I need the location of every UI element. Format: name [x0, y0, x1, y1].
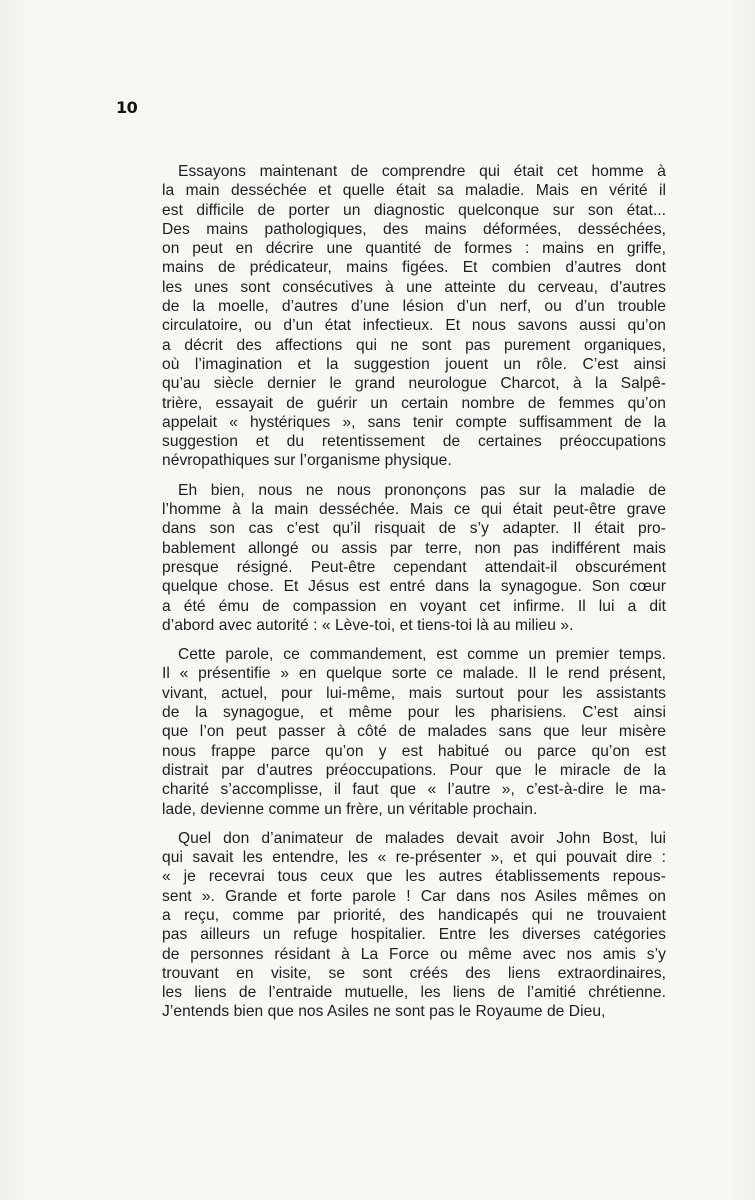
text-line: d’abord avec autorité : « Lève-toi, et tiens-toi là au milieu ». [162, 616, 574, 634]
text-line: où l’imagination et la suggestion jouent un rôle. C’est ainsi [162, 355, 666, 373]
text-line: pas ailleurs un refuge hospitalier. Entre les diverses catégories [162, 926, 666, 944]
text-line: Quel don d’animateur de malades devait avoir John Bost, lui [178, 829, 666, 847]
text-line: quelque chose. Et Jésus est entré dans la synagogue. Son cœur [162, 578, 666, 596]
text-line: a reçu, comme par priorité, des handicapés qui ne trouvaient [162, 906, 666, 924]
text-line: bablement allongé ou assis par terre, non pas indifférent mais [162, 539, 666, 557]
text-line: appelait « hystériques », sans tenir compte suffisamment de la [162, 413, 666, 431]
text-line: de la synagogue, et même pour les pharisiens. C’est ainsi [162, 704, 666, 722]
text-line: les liens de l’entraide mutuelle, les liens de l’amitié chrétienne. [162, 984, 666, 1002]
text-line: de personnes résidant à La Force ou même avec nos amis s’y [162, 945, 666, 963]
text-line: « je recevrai tous ceux que les autres établissements repous- [162, 868, 666, 886]
text-line: qu’au siècle dernier le grand neurologue Charcot, à la Salpê- [162, 375, 666, 393]
text-line: dans son cas c’est qu’il risquait de s’y adapter. Il était pro- [162, 520, 666, 538]
text-line: trouvant en visite, se sont créés des liens extraordinaires, [162, 964, 666, 982]
text-line: Cette parole, ce commandement, est comme un premier temps. [178, 646, 666, 664]
text-line: les unes sont consécutives à une atteinte du cerveau, d’autres [162, 278, 666, 296]
text-line: sent ». Grande et forte parole ! Car dans nos Asiles mêmes on [162, 887, 666, 905]
text-line: a décrit des affections qui ne sont pas purement organiques, [162, 336, 666, 354]
page-number: 10 [116, 98, 138, 117]
text-line: presque résigné. Peut-être cependant attendait-il obscurément [162, 558, 666, 576]
text-line: la main desséchée et quelle était sa maladie. Mais en vérité il [162, 182, 666, 200]
text-line: J’entends bien que nos Asiles ne sont pas le Royaume de Dieu, [162, 1003, 606, 1021]
text-line: Eh bien, nous ne nous prononçons pas sur la maladie de [178, 481, 666, 499]
paragraph [162, 481, 666, 635]
text-line: Il « présentifie » en quelque sorte ce malade. Il le rend présent, [162, 665, 666, 683]
body-text [162, 162, 666, 1032]
text-line: que l’on peut passer à côté de malades sans que leur misère [162, 723, 666, 741]
text-line: vivant, actuel, pour lui-même, mais surtout pour les assistants [162, 684, 666, 702]
text-line: névropathiques sur l’organisme physique. [162, 452, 452, 470]
text-line: charité s’accomplisse, il faut que « l’autre », c’est-à-dire le ma- [162, 781, 666, 799]
text-line: on peut en décrire une quantité de formes : mains en griffe, [162, 240, 666, 258]
text-line: trière, essayait de guérir un certain nombre de femmes qu’on [162, 394, 666, 412]
paragraph [162, 829, 666, 1022]
text-line: suggestion et du retentissement de certaines préoccupations [162, 433, 666, 451]
text-line: lade, devienne comme un frère, un véritable prochain. [162, 800, 538, 818]
paragraph [162, 162, 666, 471]
text-line: Essayons maintenant de comprendre qui était cet homme à [178, 163, 666, 180]
text-line: de la moelle, d’autres d’une lésion d’un nerf, ou d’un trouble [162, 298, 666, 316]
text-line: est difficile de porter un diagnostic quelconque sur son état... [162, 201, 666, 219]
text-line: nous frappe parce qu’on y est habitué ou parce qu’on est [162, 742, 666, 760]
text-line: circulatoire, ou d’un état infectieux. Et nous savons aussi qu’on [162, 317, 666, 335]
paragraph [162, 645, 666, 819]
text-line: a été ému de compassion en voyant cet infirme. Il lui a dit [162, 597, 666, 615]
text-line: distrait par d’autres préoccupations. Pour que le miracle de la [162, 761, 666, 779]
text-line: qui savait les entendre, les « re-présenter », et qui pouvait dire : [162, 849, 666, 867]
text-line: l’homme à la main desséchée. Mais ce qui était peut-être grave [162, 501, 666, 519]
text-line: mains de prédicateur, mains figées. Et combien d’autres dont [162, 259, 666, 277]
text-line: Des mains pathologiques, des mains déformées, desséchées, [162, 220, 666, 238]
